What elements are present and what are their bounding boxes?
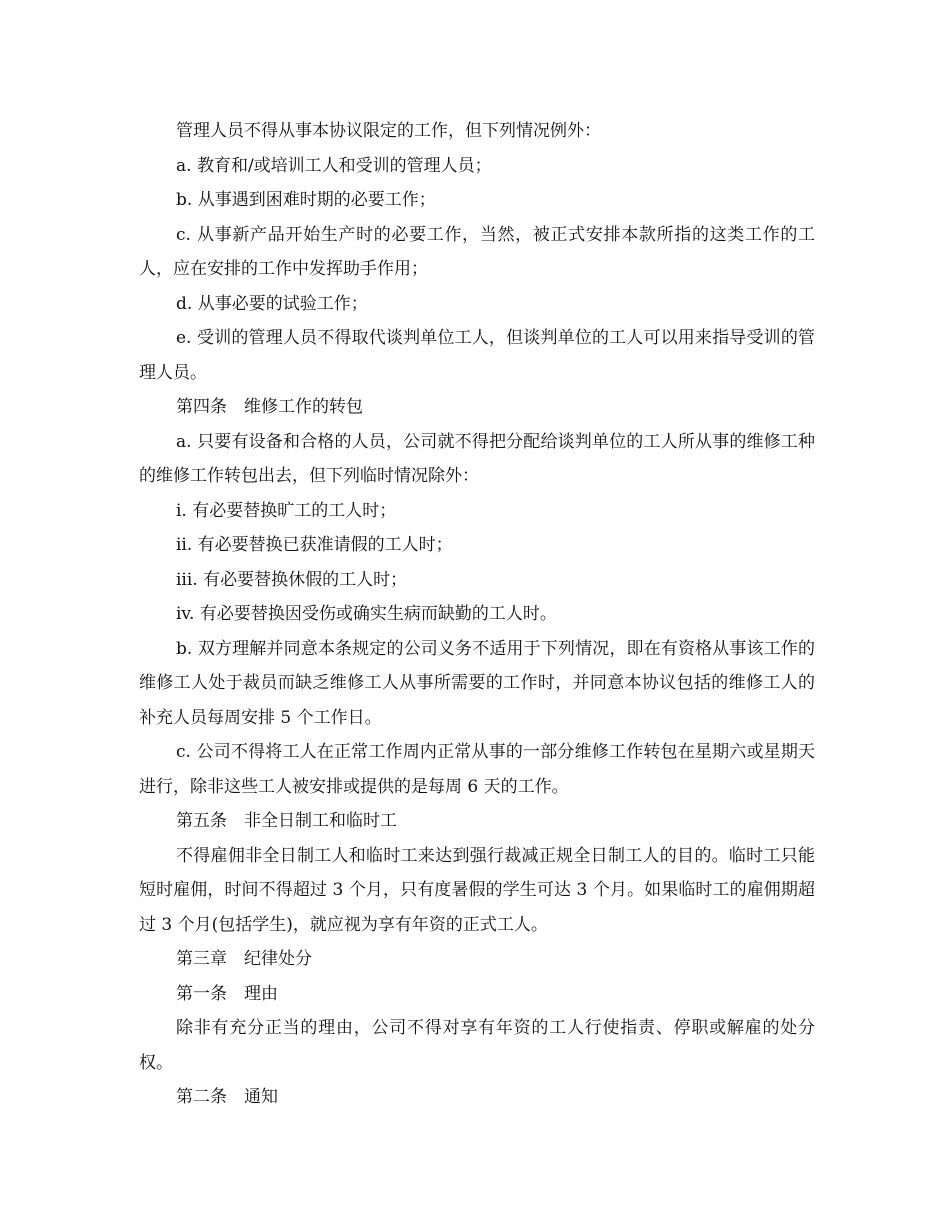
paragraph: e. 受训的管理人员不得取代谈判单位工人，但谈判单位的工人可以用来指导受训的管理人员。 — [139, 328, 815, 383]
document-page — [139, 114, 815, 1115]
paragraph: a. 教育和/或培训工人和受训的管理人员； — [176, 155, 492, 176]
paragraph: b. 双方理解并同意本条规定的公司义务不适用于下列情况，即在有资格从事该工作的维修工人处于裁员而缺乏维修工人从事所需要的工作时，并同意本协议包括的维修工人的补充人员每周安排 5 个工作日。 — [139, 638, 815, 728]
paragraph: i. 有必要替换旷工的工人时； — [176, 500, 397, 521]
section-heading: 第四条 维修工作的转包 — [176, 397, 363, 417]
chapter-heading: 第三章 纪律处分 — [176, 949, 312, 969]
paragraph: d. 从事必要的试验工作； — [176, 293, 368, 314]
paragraph: a. 只要有设备和合格的人员，公司就不得把分配给谈判单位的工人所从事的维修工种的维修工作转包出去，但下列临时情况除外： — [139, 431, 815, 486]
paragraph: 管理人员不得从事本协议限定的工作，但下列情况例外： — [176, 121, 601, 141]
section-heading: 第二条 通知 — [176, 1087, 278, 1107]
paragraph: iii. 有必要替换休假的工人时； — [176, 569, 408, 590]
paragraph: 不得雇佣非全日制工人和临时工来达到强行裁减正规全日制工人的目的。临时工只能短时雇佣，时间不得超过 3 个月，只有度暑假的学生可达 3 个月。如果临时工的雇佣期超过 3 个月(包括学生)，就应视为享有年资的正式工人。 — [139, 845, 815, 935]
section-heading: 第一条 理由 — [176, 983, 278, 1004]
paragraph: ii. 有必要替换已获准请假的工人时； — [176, 535, 453, 555]
paragraph: c. 从事新产品开始生产时的必要工作，当然，被正式安排本款所指的这类工作的工人，应在安排的工作中发挥助手作用； — [139, 224, 815, 279]
paragraph: 除非有充分正当的理由，公司不得对享有年资的工人行使指责、停职或解雇的处分权。 — [139, 1018, 815, 1073]
paragraph: c. 公司不得将工人在正常工作周内正常从事的一部分维修工作转包在星期六或星期天进行，除非这些工人被安排或提供的是每周 6 天的工作。 — [139, 742, 815, 797]
paragraph: b. 从事遇到困难时期的必要工作； — [176, 190, 436, 210]
section-heading: 第五条 非全日制工和临时工 — [176, 811, 397, 831]
paragraph: iv. 有必要替换因受伤或确实生病而缺勤的工人时。 — [176, 604, 557, 624]
